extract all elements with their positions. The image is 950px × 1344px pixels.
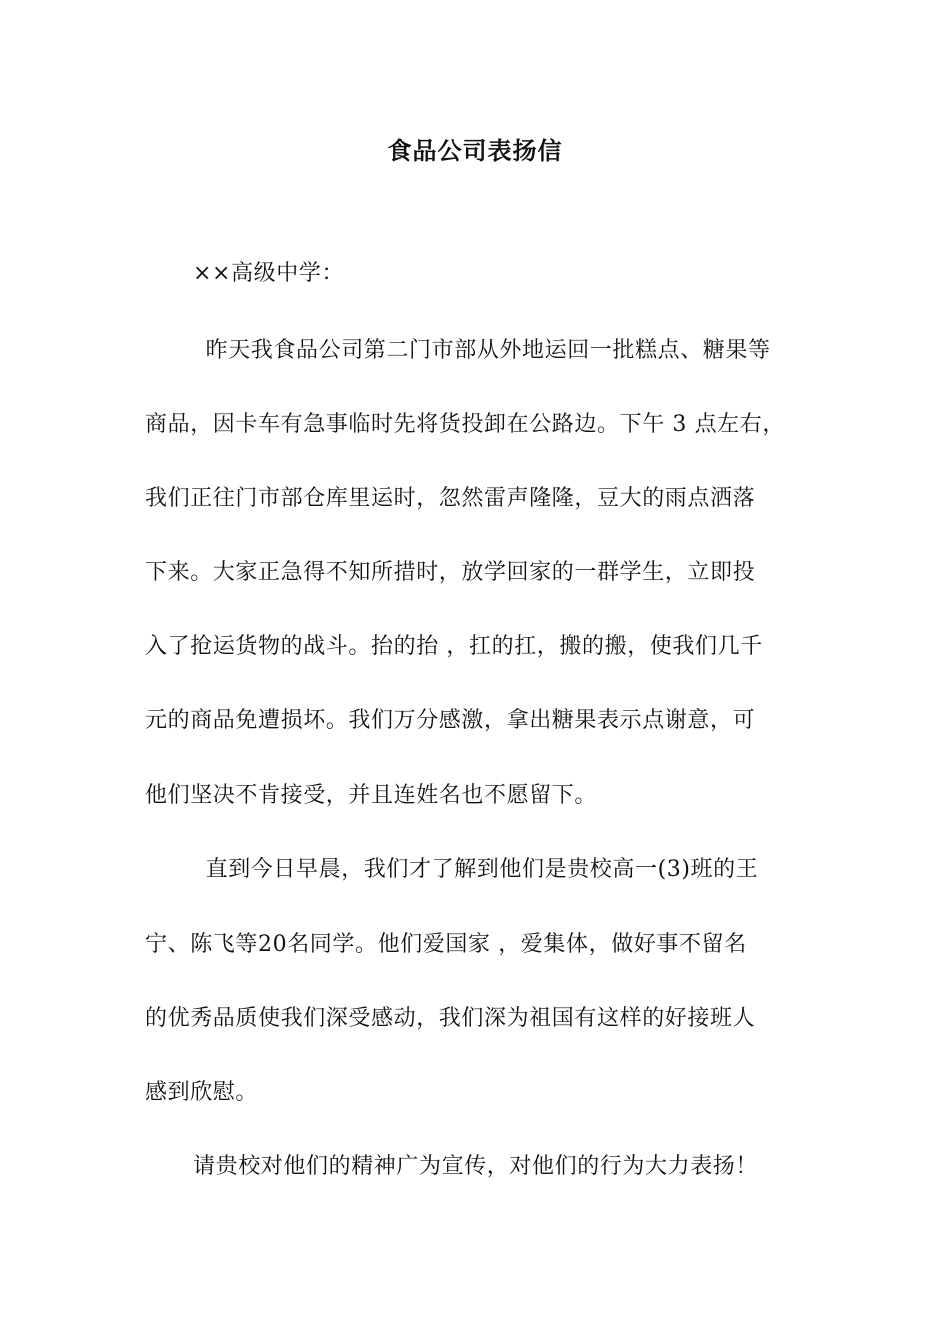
paragraph-1-line-2: 商品，因卡车有急事临时先将货投卸在公路边。下午 3 点左右， bbox=[145, 412, 785, 437]
paragraph-2-line-4: 感到欣慰。 bbox=[145, 1080, 259, 1105]
paragraph-1-line-4: 下来。大家正急得不知所措时，放学回家的一群学生，立即投 bbox=[145, 560, 756, 585]
paragraph-3-line-1: 请贵校对他们的精神广为宣传，对他们的行为大力表扬！ bbox=[193, 1154, 759, 1179]
paragraph-2-line-3: 的优秀品质使我们深受感动，我们深为祖国有这样的好接班人 bbox=[145, 1006, 756, 1031]
paragraph-1-line-7: 他们坚决不肯接受，并且连姓名也不愿留下。 bbox=[145, 783, 598, 808]
paragraph-2-line-1: 直到今日早晨，我们才了解到他们是贵校高一(3)班的王 bbox=[183, 857, 759, 882]
paragraph-2-line-2: 宁、陈飞等20名同学。他们爱国家 ，爱集体，做好事不留名 bbox=[145, 932, 747, 957]
paragraph-1-line-5: 入了抢运货物的战斗。抬的抬 ，扛的扛，搬的搬，使我们几千 bbox=[145, 634, 763, 659]
paragraph-1-line-6: 元的商品免遭损坏。我们万分感激，拿出糖果表示点谢意，可 bbox=[145, 708, 756, 733]
paragraph-1-line-1: 昨天我食品公司第二门市部从外地运回一批糕点、糖果等 bbox=[183, 338, 771, 363]
page-title: 食品公司表扬信 bbox=[387, 137, 563, 165]
salutation: ××高级中学： bbox=[193, 261, 345, 286]
paragraph-1-line-3: 我们正往门市部仓库里运时，忽然雷声隆隆，豆大的雨点洒落 bbox=[145, 486, 756, 511]
